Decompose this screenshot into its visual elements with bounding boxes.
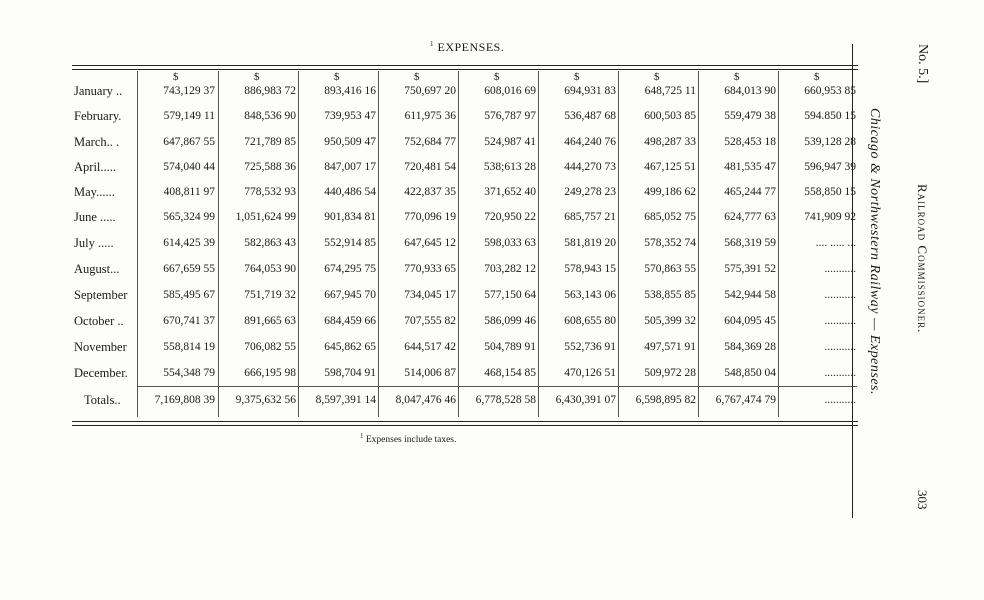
table-cell: 721,789 85 (244, 136, 296, 148)
table-cell: 893,416 16 (324, 85, 376, 97)
month-label: February. (74, 109, 122, 123)
table-cell: 734,045 17 (404, 289, 456, 301)
table-cell: 685,757 21 (564, 211, 616, 223)
table-cell: 891,665 63 (244, 315, 296, 327)
table-cell: 470,126 51 (564, 367, 616, 379)
table-cell: 539,128 28 (804, 136, 856, 148)
table-cell: 467,125 51 (644, 161, 696, 173)
table-cell: 576,787 97 (484, 110, 536, 122)
table-cell: 596,947 39 (804, 161, 856, 173)
table-cell: 408,811 97 (163, 186, 215, 198)
currency-symbol: $ (254, 71, 260, 83)
month-label: November (74, 340, 127, 354)
table-cell: 575,391 52 (724, 263, 776, 275)
table-cell: .... ..... ... (815, 237, 856, 249)
table-cell: ........... (824, 289, 856, 301)
table-cell: 720,950 22 (484, 211, 536, 223)
currency-symbol: $ (574, 71, 580, 83)
table-cell: 464,240 76 (564, 136, 616, 148)
table-cell: 249,278 23 (564, 186, 616, 198)
month-label: April..... (74, 160, 117, 174)
table-cell: 582,863 43 (244, 237, 296, 249)
table-cell: 574,040 44 (163, 161, 215, 173)
table-cell: 741,909 92 (804, 211, 856, 223)
table-cell: 524,987 41 (484, 136, 536, 148)
table-cell: 750,697 20 (404, 85, 456, 97)
currency-symbol: $ (734, 71, 740, 83)
month-label: October .. (74, 314, 124, 328)
table-cell: ........... (824, 367, 856, 379)
currency-symbol: $ (814, 71, 820, 83)
table-cell: ........... (824, 341, 856, 353)
table-cell: 542,944 58 (724, 289, 776, 301)
table-cell: 720,481 54 (404, 161, 456, 173)
table-cell: 674,295 75 (324, 263, 376, 275)
totals-cell: 6,598,895 82 (635, 394, 696, 406)
totals-label: Totals.. (84, 393, 121, 407)
totals-cell: 7,169,808 39 (154, 394, 215, 406)
footnote: $^1$ Expenses include taxes. (360, 432, 457, 446)
table-cell: 739,953 47 (324, 110, 376, 122)
top-rule (72, 65, 858, 66)
table-cell: 770,933 65 (404, 263, 456, 275)
currency-symbol: $ (414, 71, 420, 83)
currency-symbol: $ (173, 71, 179, 83)
top-rule (72, 69, 858, 70)
month-label: June ..... (74, 210, 116, 224)
table-cell: 481,535 47 (724, 161, 776, 173)
month-label: August... (74, 262, 120, 276)
table-cell: 684,013 90 (724, 85, 776, 97)
table-cell: 563,143 06 (564, 289, 616, 301)
table-cell: 707,555 82 (404, 315, 456, 327)
table-cell: 770,096 19 (404, 211, 456, 223)
table-cell: 764,053 90 (244, 263, 296, 275)
month-label: March.. . (74, 135, 120, 149)
table-cell: 499,186 62 (644, 186, 696, 198)
table-cell: 648,725 11 (644, 85, 696, 97)
table-cell: 505,399 32 (644, 315, 696, 327)
table-cell: 647,645 12 (404, 237, 456, 249)
table-cell: 594.850 15 (804, 110, 856, 122)
table-cell: 598,033 63 (484, 237, 536, 249)
table-cell: 694,931 83 (564, 85, 616, 97)
table-cell: 950,509 47 (324, 136, 376, 148)
table-cell: 706,082 55 (244, 341, 296, 353)
table-cell: 538,855 85 (644, 289, 696, 301)
table-cell: 558,814 19 (163, 341, 215, 353)
table-cell: 670,741 37 (163, 315, 215, 327)
currency-symbol: $ (654, 71, 660, 83)
table-cell: 725,588 36 (244, 161, 296, 173)
table-cell: 578,943 15 (564, 263, 616, 275)
table-cell: 440,486 54 (324, 186, 376, 198)
table-cell: 552,736 91 (564, 341, 616, 353)
table-cell: 586,099 46 (484, 315, 536, 327)
table-cell: 509,972 28 (644, 367, 696, 379)
table-cell: 1,051,624 99 (235, 211, 296, 223)
running-header-number: No. 5.] (915, 44, 930, 84)
table-cell: 666,195 98 (244, 367, 296, 379)
table-cell: 570,863 55 (644, 263, 696, 275)
table-cell: 848,536 90 (244, 110, 296, 122)
table-cell: 579,149 11 (163, 110, 215, 122)
table-cell: 552,914 85 (324, 237, 376, 249)
table-cell: 604,095 45 (724, 315, 776, 327)
table-cell: 504,789 91 (484, 341, 536, 353)
table-cell: 465,244 77 (724, 186, 776, 198)
page-number: 303 (915, 490, 930, 510)
table-cell: 558,850 15 (804, 186, 856, 198)
table-cell: 647,867 55 (163, 136, 215, 148)
table-cell: 703,282 12 (484, 263, 536, 275)
bottom-rule (72, 421, 858, 422)
table-cell: 778,532 93 (244, 186, 296, 198)
table-cell: 585,495 67 (163, 289, 215, 301)
table-cell: 548,850 04 (724, 367, 776, 379)
table-cell: 608,016 69 (484, 85, 536, 97)
table-cell: 577,150 64 (484, 289, 536, 301)
totals-cell: 8,597,391 14 (315, 394, 376, 406)
table-cell: 468,154 85 (484, 367, 536, 379)
table-cell: 497,571 91 (644, 341, 696, 353)
table-cell: 559,479 38 (724, 110, 776, 122)
table-cell: 498,287 33 (644, 136, 696, 148)
table-cell: 600,503 85 (644, 110, 696, 122)
table-cell: 578,352 74 (644, 237, 696, 249)
table-cell: 568,319 59 (724, 237, 776, 249)
table-cell: 901,834 81 (324, 211, 376, 223)
table-cell: 743,129 37 (163, 85, 215, 97)
table-cell: 886,983 72 (244, 85, 296, 97)
totals-cell: 9,375,632 56 (235, 394, 296, 406)
sidebar-rule (852, 44, 853, 518)
table-cell: 554,348 79 (163, 367, 215, 379)
table-cell: 598,704 91 (324, 367, 376, 379)
table-cell: 644,517 42 (404, 341, 456, 353)
month-label: September (74, 288, 128, 302)
month-label: December. (74, 366, 128, 380)
currency-symbol: $ (334, 71, 340, 83)
table-cell: 565,324 99 (163, 211, 215, 223)
table-cell: 538;613 28 (483, 161, 536, 173)
table-cell: 751,719 32 (244, 289, 296, 301)
bottom-rule (72, 425, 858, 426)
table-cell: 752,684 77 (404, 136, 456, 148)
totals-cell: 6,778,528 58 (475, 394, 536, 406)
totals-cell: 6,767,474 79 (715, 394, 776, 406)
table-cell: 584,369 28 (724, 341, 776, 353)
running-header-title: Railroad Commissioner. (915, 184, 930, 334)
table-cell: 624,777 63 (724, 211, 776, 223)
table-title: $^1$ EXPENSES. (430, 40, 505, 54)
totals-cell: 8,047,476 46 (395, 394, 456, 406)
table-cell: 667,945 70 (324, 289, 376, 301)
table-cell: 667,659 55 (163, 263, 215, 275)
currency-symbol: $ (494, 71, 500, 83)
totals-cell: 6,430,391 07 (555, 394, 616, 406)
table-cell: 645,862 65 (324, 341, 376, 353)
table-cell: 581,819 20 (564, 237, 616, 249)
table-cell: 847,007 17 (324, 161, 376, 173)
table-cell: 536,487 68 (564, 110, 616, 122)
table-cell: 608,655 80 (564, 315, 616, 327)
table-cell: 685,052 75 (644, 211, 696, 223)
month-label: May...... (74, 185, 115, 199)
month-label: January .. (74, 84, 123, 98)
table-cell: 371,652 40 (484, 186, 536, 198)
table-cell: 684,459 66 (324, 315, 376, 327)
table-cell: 444,270 73 (564, 161, 616, 173)
table-cell: 611,975 36 (404, 110, 456, 122)
table-cell: 514,006 87 (404, 367, 456, 379)
totals-rule (137, 386, 857, 387)
month-label: July ..... (74, 236, 114, 250)
totals-cell: ........... (824, 394, 856, 406)
table-cell: 614,425 39 (163, 237, 215, 249)
table-cell: ........... (824, 263, 856, 275)
table-cell: ........... (824, 315, 856, 327)
table-cell: 528,453 18 (724, 136, 776, 148)
table-cell: 660,953 85 (804, 85, 856, 97)
table-cell: 422,837 35 (404, 186, 456, 198)
page-subtitle: Chicago & Northwestern Railway — Expenses. (867, 108, 882, 395)
